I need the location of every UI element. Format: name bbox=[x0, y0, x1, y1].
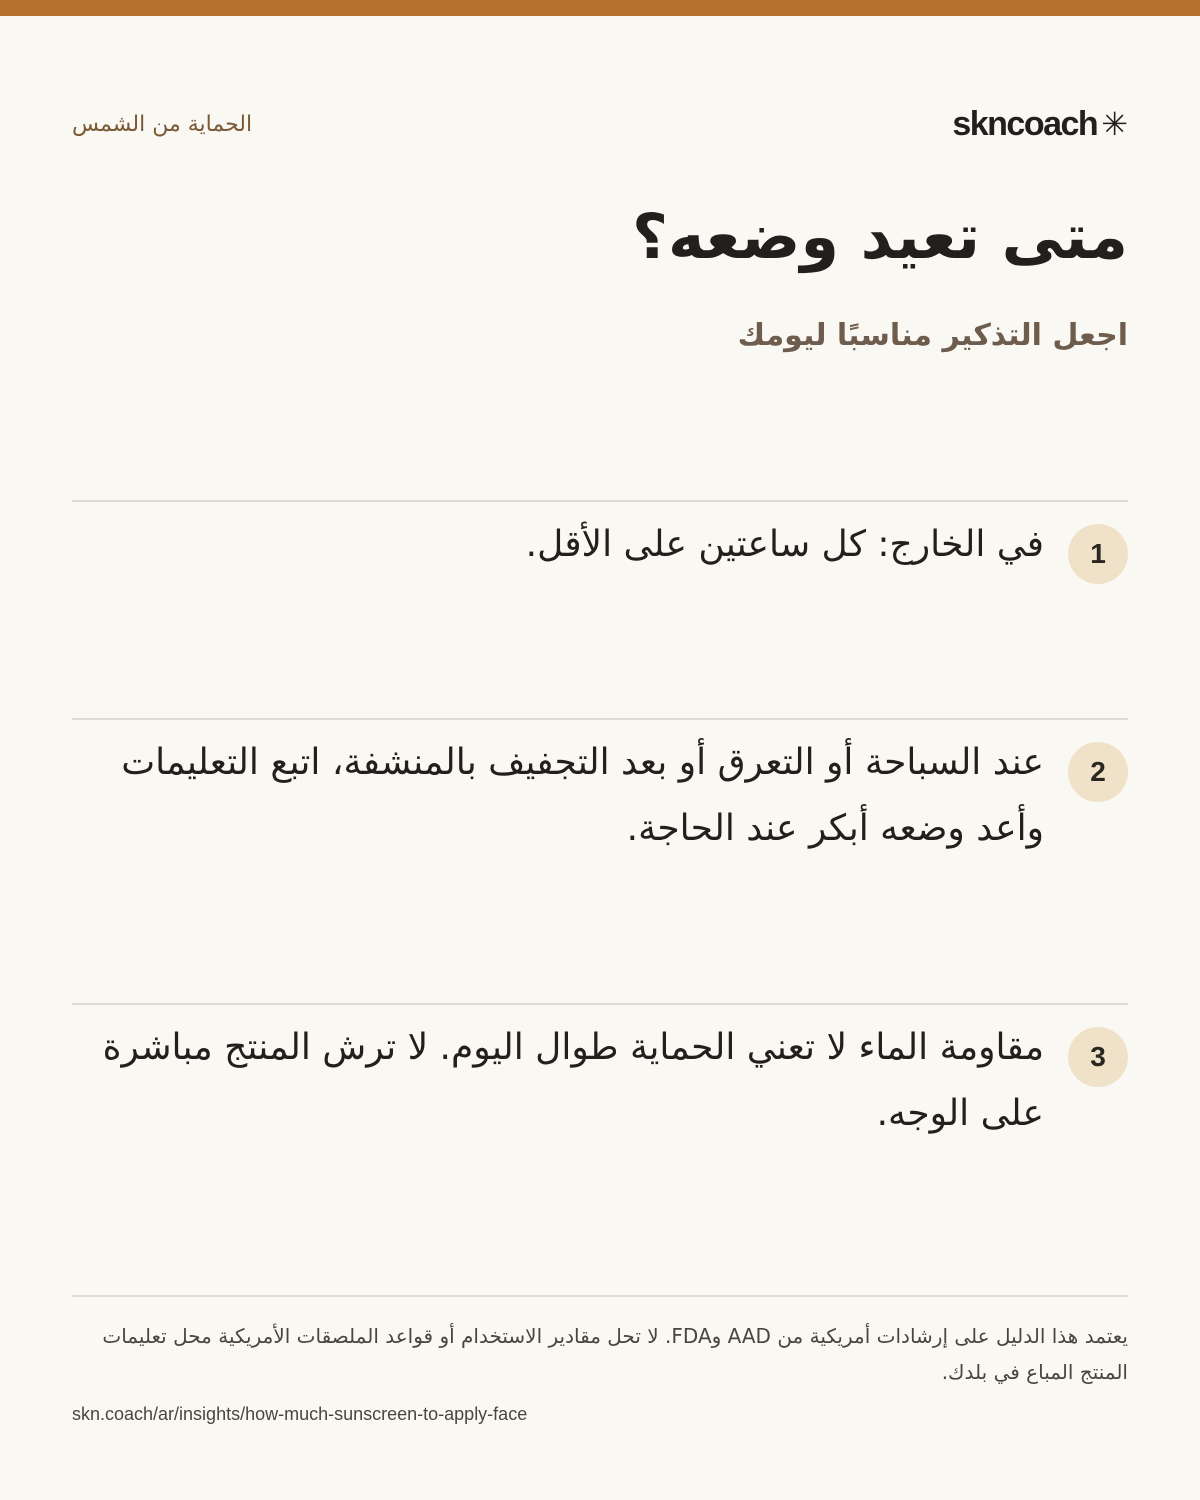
source-url[interactable]: skn.coach/ar/insights/how-much-sunscreen-to-apply-face bbox=[72, 1404, 528, 1424]
item-text: مقاومة الماء لا تعني الحماية طوال اليوم. لا ترش المنتج مباشرة على الوجه. bbox=[102, 1027, 1044, 1134]
brand-name: skncoach bbox=[952, 104, 1098, 143]
divider bbox=[72, 1295, 1128, 1297]
category-label: الحماية من الشمس bbox=[72, 111, 253, 137]
disclaimer-text: يعتمد هذا الدليل على إرشادات أمريكية من AAD وFDA. لا تحل مقادير الاستخدام أو قواعد الملصقات الأمريكية محل تعليمات المنتج المباع في بلدك. bbox=[102, 1324, 1128, 1384]
divider bbox=[72, 500, 1128, 502]
item-number-badge: 1 bbox=[1068, 524, 1128, 584]
item-text: في الخارج: كل ساعتين على الأقل. bbox=[525, 524, 1044, 565]
page-title: متى تعيد وضعه؟ bbox=[632, 200, 1128, 273]
divider bbox=[72, 1003, 1128, 1005]
item-number-badge: 3 bbox=[1068, 1027, 1128, 1087]
page-subtitle: اجعل التذكير مناسبًا ليومك bbox=[737, 318, 1128, 353]
item-text: عند السباحة أو التعرق أو بعد التجفيف بالمنشفة، اتبع التعليمات وأعد وضعه أبكر عند الحاجة. bbox=[121, 742, 1044, 849]
item-number-badge: 2 bbox=[1068, 742, 1128, 802]
asterisk-icon: ✳ bbox=[1101, 106, 1128, 142]
divider bbox=[72, 718, 1128, 720]
top-accent-bar bbox=[0, 0, 1200, 16]
header bbox=[72, 100, 1128, 148]
brand-logo[interactable] bbox=[952, 105, 1128, 144]
